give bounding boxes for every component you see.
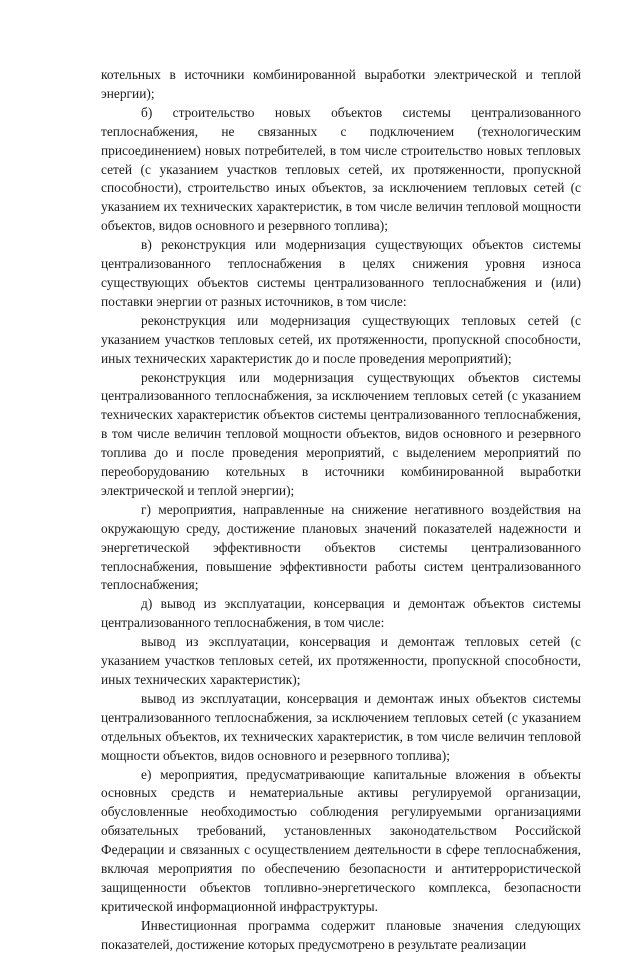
paragraph-networks-decommission: вывод из эксплуатации, консервация и демонтаж тепловых сетей (с указанием участков тепловых сетей, их протяженности, пропускной способности, иных технических характеристик); [101,634,581,687]
paragraph-1: котельных в источники комбинированной выработки электрической и теплой энергии); [101,67,581,101]
document-page [101,66,581,955]
paragraph-b-construction: б) строительство новых объектов системы централизованного теплоснабжения, не связанных с подключением (технологическим присоединением) новых потребителей, в том числе строительство новых тепловых сетей (с указанием участков тепловых сетей, их протяженности, пропускной способности), строительство иных объектов, за исключением тепловых сетей (с указанием их технических характеристик, в том числе величин тепловой мощности объектов, видов основного и резервного топлива); [101,104,581,234]
paragraph-g-environment: г) мероприятия, направленные на снижение негативного воздействия на окружающую среду, достижение плановых значений показателей надежности и энергетической эффективности объектов системы централизованного теплоснабжения, повышение эффективности работы систем централизованного теплоснабжения; [101,501,581,593]
paragraph-investment-program: Инвестиционная программа содержит плановые значения следующих показателей, достижение которых предусмотрено в результате реализации [101,917,581,952]
paragraph-d-decommission: д) вывод из эксплуатации, консервация и демонтаж объектов системы централизованного теплоснабжения, в том числе: [101,596,581,631]
paragraph-networks-reconstruction: реконструкция или модернизация существующих тепловых сетей (с указанием участков тепловых сетей, их протяженности, пропускной способности, иных технических характеристик до и после проведения мероприятий); [101,312,581,366]
paragraph-e-capital-investments: е) мероприятия, предусматривающие капитальные вложения в объекты основных средств и нематериальные активы регулируемой организации, обусловленные необходимостью соблюдения регулируемыми организациями обязательных требований, установленных законодательством Российской Федерации и связанных с осуществлением деятельности в сфере теплоснабжения, включая мероприятия по обеспечению безопасности и антитеррористической защищенности объектов топливно-энергетического комплекса, безопасности критической информационной инфраструктуры. [101,766,581,914]
paragraph-v-reconstruction: в) реконструкция или модернизация существующих объектов системы централизованного теплоснабжения в целях снижения уровня износа существующих объектов системы централизованного теплоснабжения и (или) поставки энергии от разных источников, в том числе: [101,237,581,309]
paragraph-objects-decommission: вывод из эксплуатации, консервация и демонтаж иных объектов системы централизованного теплоснабжения, за исключением тепловых сетей (с указанием отдельных объектов, их технических характеристик, в том числе величин тепловой мощности объектов, видов основного и резервного топлива); [101,690,581,763]
paragraph-objects-reconstruction: реконструкция или модернизация существующих объектов системы централизованного теплоснабжения, за исключением тепловых сетей (с указанием технических характеристик объектов системы централизованного теплоснабжения, в том числе величин тепловой мощности объектов, видов основного и резервного топлива до и после проведения мероприятий, с выделением мероприятий по переоборудованию котельных в источники комбинированной выработки электрической и теплой энергии); [101,369,581,498]
